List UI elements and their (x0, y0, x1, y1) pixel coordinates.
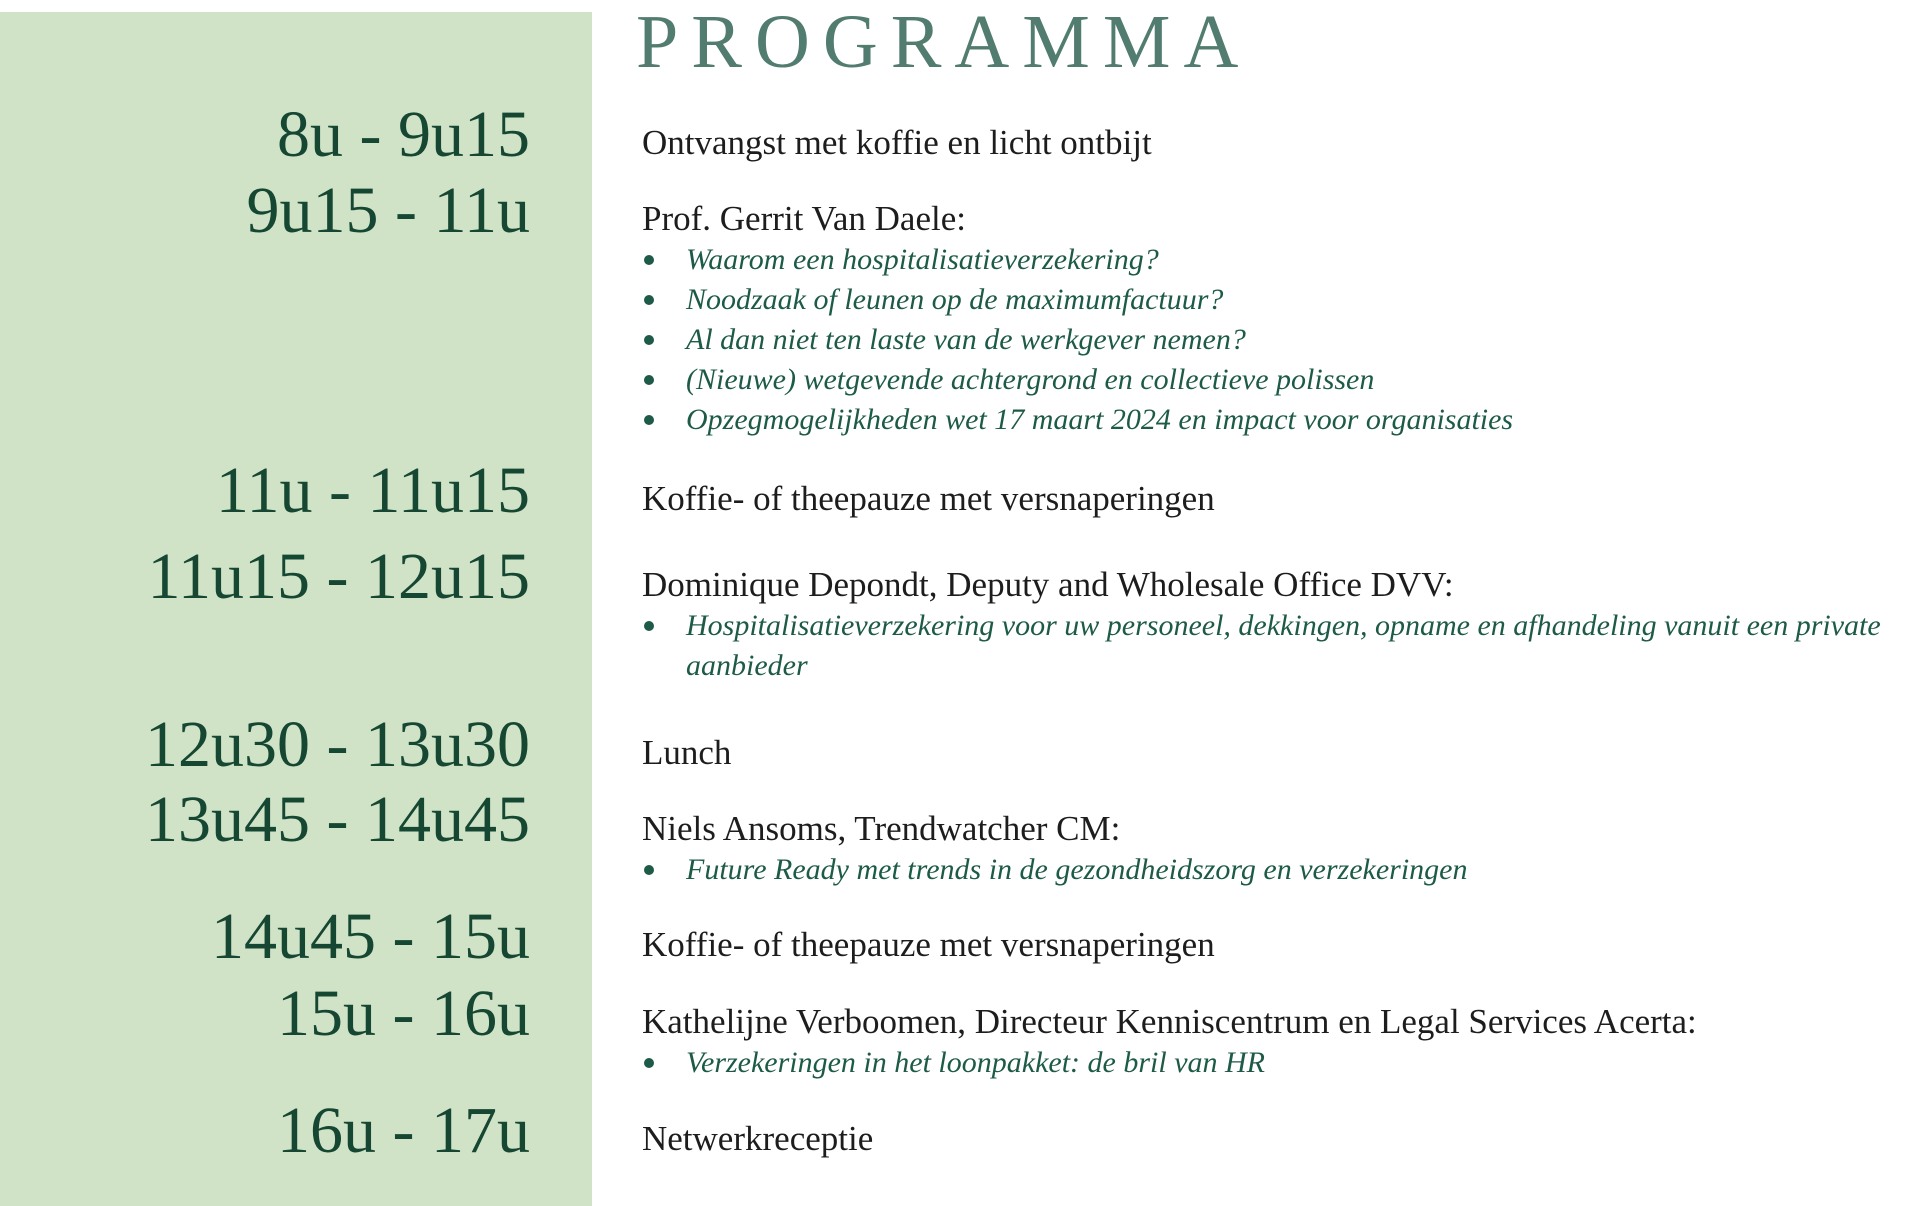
bullet-icon (644, 621, 654, 631)
topic-item (642, 1043, 1902, 1083)
topic-list (642, 606, 1902, 686)
topic-text: Waarom een hospitalisatieverzekering? (686, 243, 1159, 276)
program-item (642, 478, 1902, 520)
bullet-icon (644, 1058, 654, 1068)
bullet-icon (644, 335, 654, 345)
bullet-icon (644, 415, 654, 425)
program-item (642, 808, 1902, 890)
topic-text: Opzegmogelijkheden wet 17 maart 2024 en impact voor organisaties (686, 403, 1514, 436)
topic-item (642, 606, 1902, 686)
time-slot: 16u - 17u (277, 1094, 530, 1167)
bullet-icon (644, 375, 654, 385)
program-item (642, 1001, 1902, 1083)
program-item-title: Koffie- of theepauze met versnaperingen (642, 479, 1215, 518)
program-item-title: Netwerkreceptie (642, 1119, 874, 1158)
topic-list (642, 240, 1902, 440)
program-item-title: Niels Ansoms, Trendwatcher CM: (642, 809, 1121, 848)
program-item-title: Kathelijne Verboomen, Directeur Kenniscentrum en Legal Services Acerta: (642, 1002, 1697, 1041)
topic-list (642, 850, 1902, 890)
bullet-icon (644, 865, 654, 875)
topic-text: Hospitalisatieverzekering voor uw personeel, dekkingen, opname en afhandeling vanuit een private aanbieder (686, 609, 1881, 682)
program-item-title: Lunch (642, 733, 732, 772)
program-item (642, 1118, 1902, 1160)
topic-item (642, 850, 1902, 890)
topic-text: Noodzaak of leunen op de maximumfactuur? (686, 283, 1224, 316)
page-title: PROGRAMMA (636, 0, 1252, 84)
topic-item (642, 280, 1902, 320)
program-item (642, 564, 1902, 686)
time-slot: 13u45 - 14u45 (145, 783, 530, 856)
program-item-title: Prof. Gerrit Van Daele: (642, 199, 966, 238)
program-item-title: Ontvangst met koffie en licht ontbijt (642, 123, 1152, 162)
time-slot: 11u15 - 12u15 (147, 540, 530, 613)
time-slot: 12u30 - 13u30 (145, 708, 530, 781)
program-item-title: Dominique Depondt, Deputy and Wholesale Office DVV: (642, 565, 1454, 604)
program-item (642, 122, 1902, 164)
time-slot: 11u - 11u15 (215, 454, 530, 527)
time-slot: 14u45 - 15u (211, 900, 530, 973)
bullet-icon (644, 295, 654, 305)
time-slot: 9u15 - 11u (246, 174, 530, 247)
topic-text: Al dan niet ten laste van de werkgever nemen? (686, 323, 1246, 356)
topic-item (642, 360, 1902, 400)
time-slot: 15u - 16u (277, 977, 530, 1050)
topic-item (642, 400, 1902, 440)
topic-item (642, 320, 1902, 360)
program-item (642, 198, 1902, 440)
program-item (642, 732, 1902, 774)
topic-text: Future Ready met trends in de gezondheidszorg en verzekeringen (686, 853, 1468, 886)
topic-text: Verzekeringen in het loonpakket: de bril van HR (686, 1046, 1265, 1079)
bullet-icon (644, 255, 654, 265)
topic-text: (Nieuwe) wetgevende achtergrond en collectieve polissen (686, 363, 1375, 396)
topic-item (642, 240, 1902, 280)
topic-list (642, 1043, 1902, 1083)
program-item-title: Koffie- of theepauze met versnaperingen (642, 925, 1215, 964)
program-item (642, 924, 1902, 966)
time-slot: 8u - 9u15 (277, 98, 530, 171)
